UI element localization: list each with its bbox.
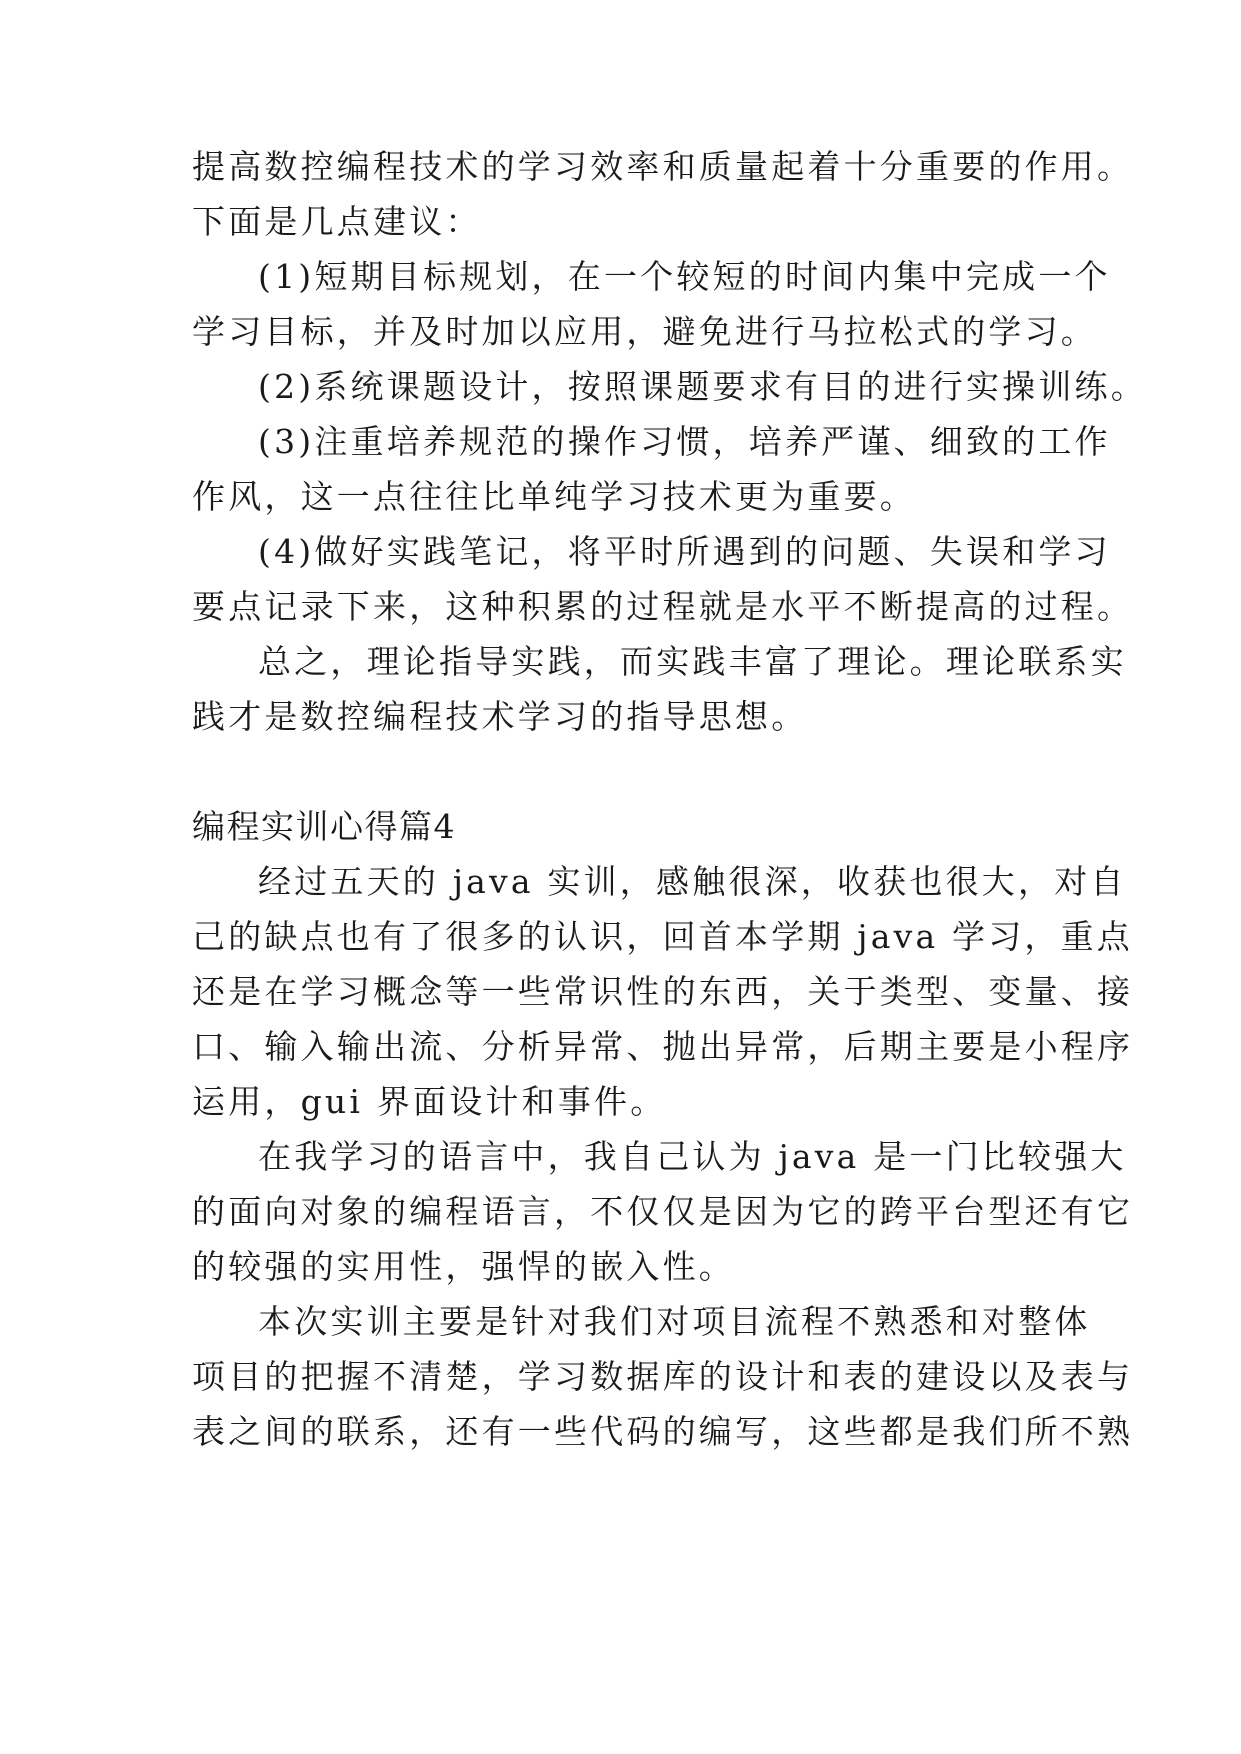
text-line: 还是在学习概念等一些常识性的东西，关于类型、变量、接 [192,972,1134,1011]
text-line: 学习目标，并及时加以应用，避免进行马拉松式的学习。 [192,312,1097,351]
text-line: 总之，理论指导实践，而实践丰富了理论。理论联系实 [258,642,1127,681]
text-line: 表之间的联系，还有一些代码的编写，这些都是我们所不熟 [192,1412,1134,1451]
text-line: 经过五天的 java 实训，感触很深，收获也很大，对自 [258,862,1127,901]
text-line: (4)做好实践笔记，将平时所遇到的问题、失误和学习 [258,532,1111,571]
section-heading: 编程实训心得篇4 [192,807,456,846]
text-line: (3)注重培养规范的操作习惯，培养严谨、细致的工作 [258,422,1111,461]
text-line: 己的缺点也有了很多的认识，回首本学期 java 学习，重点 [192,917,1134,956]
text-line: 要点记录下来，这种积累的过程就是水平不断提高的过程。 [192,587,1134,626]
text-line: (2)系统课题设计，按照课题要求有目的进行实操训练。 [258,367,1147,406]
text-line: 的面向对象的编程语言，不仅仅是因为它的跨平台型还有它 [192,1192,1134,1231]
text-line: 口、输入输出流、分析异常、抛出异常，后期主要是小程序 [192,1027,1134,1066]
text-line: (1)短期目标规划，在一个较短的时间内集中完成一个 [258,257,1111,296]
text-line: 下面是几点建议： [192,202,482,241]
text-line: 在我学习的语言中，我自己认为 java 是一门比较强大 [258,1137,1127,1176]
text-line: 的较强的实用性，强悍的嵌入性。 [192,1247,735,1286]
text-line: 提高数控编程技术的学习效率和质量起着十分重要的作用。 [192,147,1134,186]
text-line: 本次实训主要是针对我们对项目流程不熟悉和对整体 [258,1302,1091,1341]
text-line: 运用，gui 界面设计和事件。 [192,1082,667,1121]
text-line: 践才是数控编程技术学习的指导思想。 [192,697,808,736]
text-line: 作风，这一点往往比单纯学习技术更为重要。 [192,477,916,516]
text-line: 项目的把握不清楚，学习数据库的设计和表的建设以及表与 [192,1357,1134,1396]
